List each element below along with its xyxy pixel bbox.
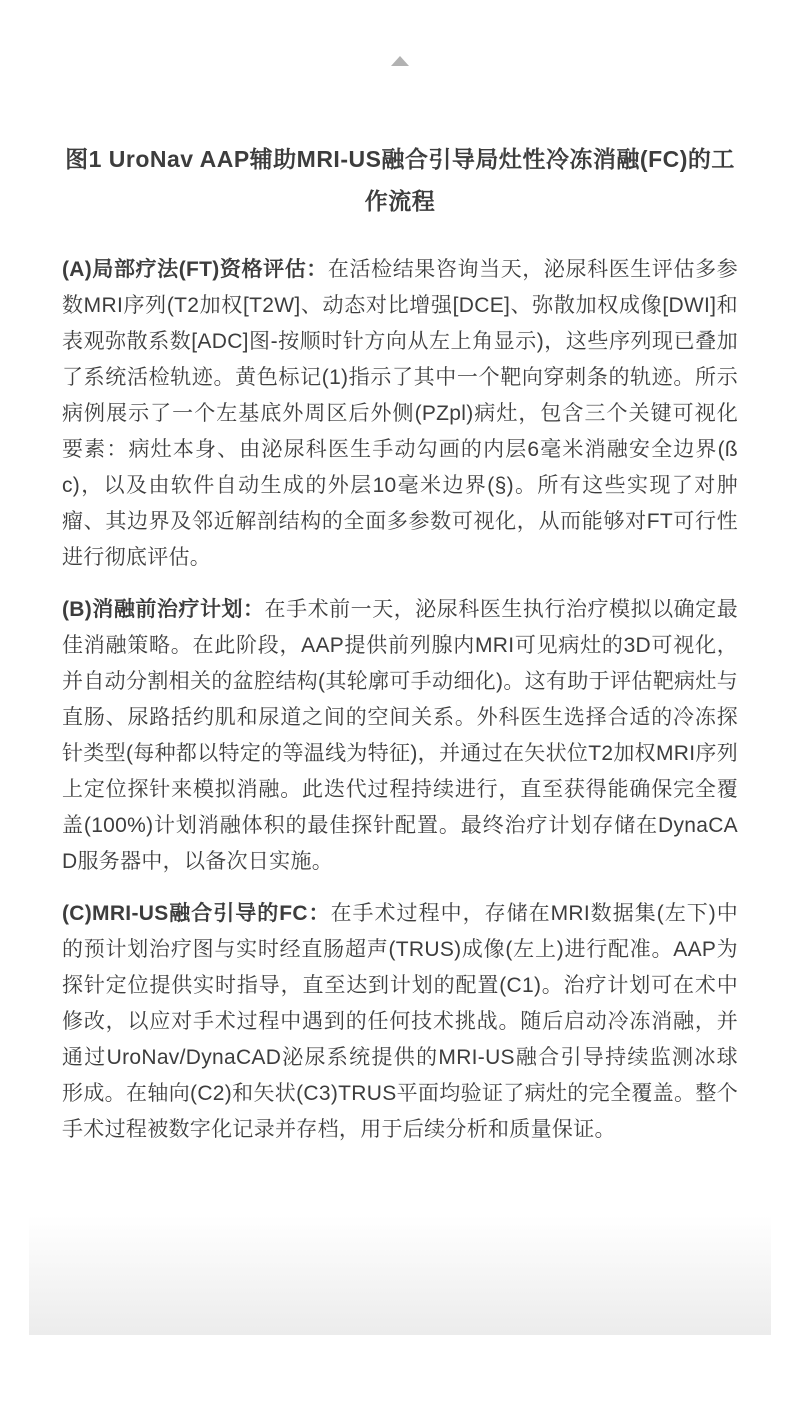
figure-caption-content [62, 138, 738, 1164]
caption-section-a [62, 252, 738, 576]
section-b-label: (B)消融前治疗计划： [62, 598, 265, 621]
bottom-fade-gradient [29, 1215, 771, 1335]
section-c-text: 在手术过程中，存储在MRI数据集(左下)中的预计划治疗图与实时经直肠超声(TRUS)成像(左上)进行配准。AAP为探针定位提供实时指导，直至达到计划的配置(C1)。治疗计划可在术中修改，以应对手术过程中遇到的任何技术挑战。随后启动冷冻消融，并通过UroNav/DynaCAD泌尿系统提供的MRI-US融合引导持续监测冰球形成。在轴向(C2)和矢状(C3)TRUS平面均验证了病灶的完全覆盖。整个手术过程被数字化记录并存档，用于后续分析和质量保证。 [62, 902, 739, 1141]
collapse-triangle-icon[interactable] [391, 56, 409, 66]
section-a-text: 在活检结果咨询当天，泌尿科医生评估多参数MRI序列(T2加权[T2W]、动态对比增强[DCE]、弥散加权成像[DWI]和表观弥散系数[ADC]图-按顺时针方向从左上角显示)，这些序列现已叠加了系统活检轨迹。黄色标记(1)指示了其中一个靶向穿刺条的轨迹。所示病例展示了一个左基底外周区后外侧(PZpl)病灶，包含三个关键可视化要素：病灶本身、由泌尿科医生手动勾画的内层6毫米消融安全边界(ßc)，以及由软件自动生成的外层10毫米边界(§)。所有这些实现了对肿瘤、其边界及邻近解剖结构的全面多参数可视化，从而能够对FT可行性进行彻底评估。 [62, 258, 739, 569]
section-c-label: (C)MRI-US融合引导的FC： [62, 902, 331, 925]
figure-title: 图1 UroNav AAP辅助MRI-US融合引导局灶性冷冻消融(FC)的工作流程 [65, 146, 735, 214]
section-a-label: (A)局部疗法(FT)资格评估： [62, 258, 328, 281]
caption-section-b [62, 592, 738, 880]
section-b-text: 在手术前一天，泌尿科医生执行治疗模拟以确定最佳消融策略。在此阶段，AAP提供前列腺内MRI可见病灶的3D可视化，并自动分割相关的盆腔结构(其轮廓可手动细化)。这有助于评估靶病灶与直肠、尿路括约肌和尿道之间的空间关系。外科医生选择合适的冷冻探针类型(每种都以特定的等温线为特征)，并通过在矢状位T2加权MRI序列上定位探针来模拟消融。此迭代过程持续进行，直至获得能确保完全覆盖(100%)计划消融体积的最佳探针配置。最终治疗计划存储在DynaCAD服务器中，以备次日实施。 [62, 598, 739, 873]
caption-section-c [62, 896, 738, 1148]
